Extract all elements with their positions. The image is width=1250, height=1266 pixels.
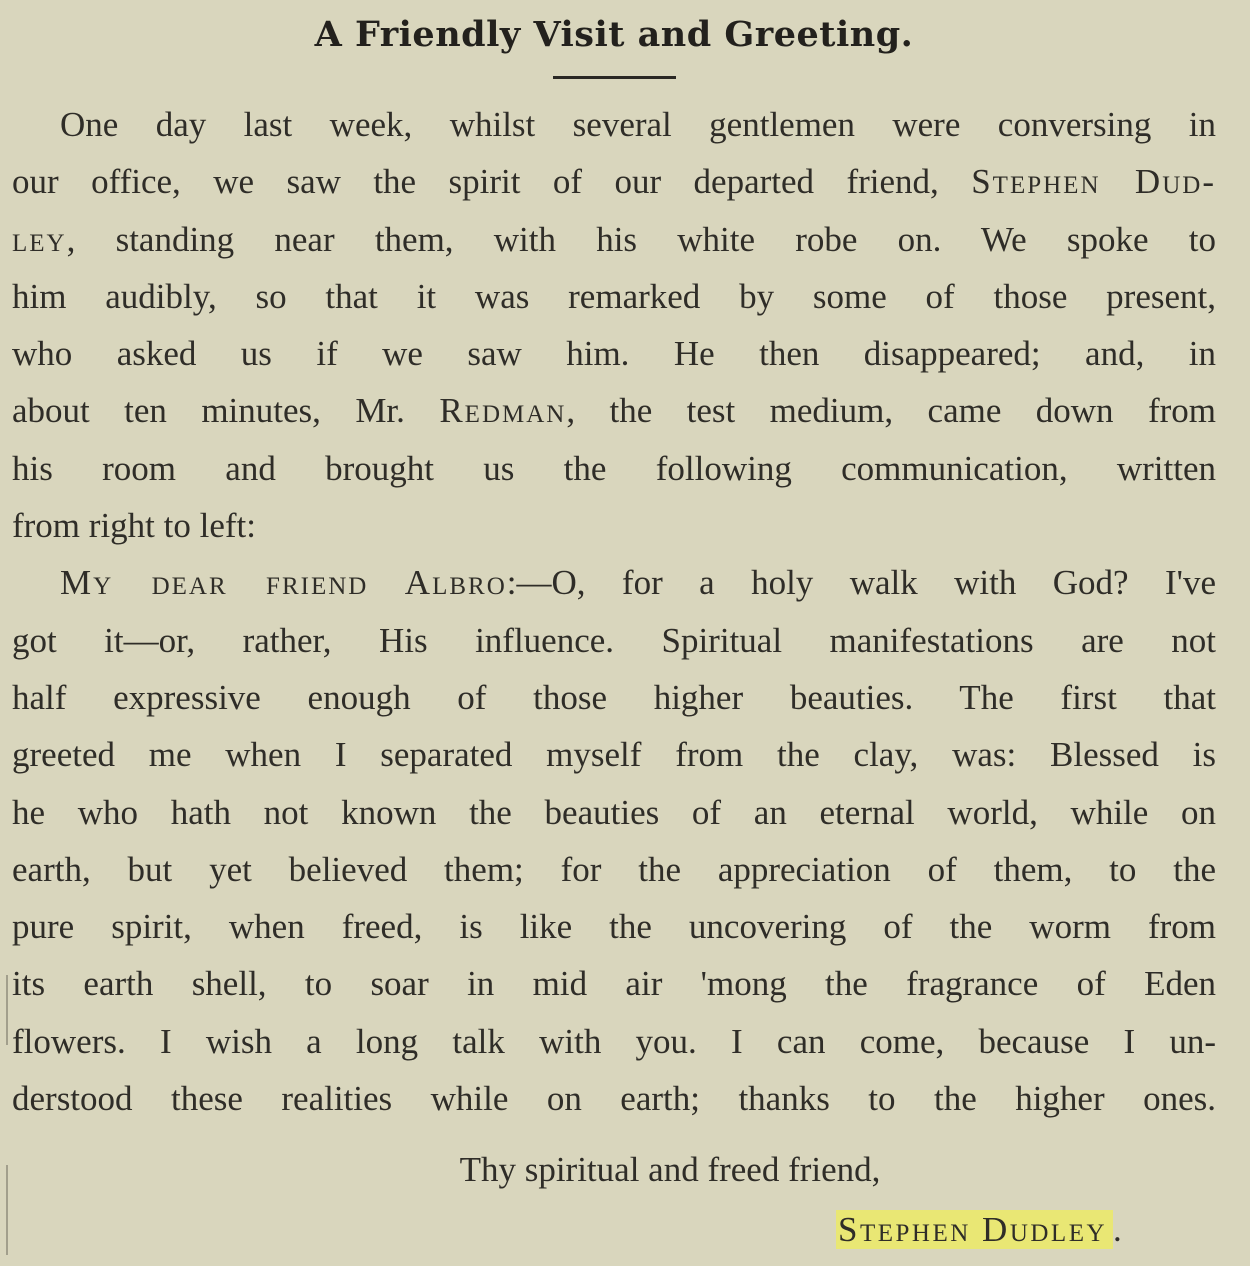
signature-period: . xyxy=(1113,1210,1122,1249)
letter-text: flowers. I wish a long talk with you. I can come, because I un- xyxy=(12,1021,1216,1061)
paragraph-text: his room and brought us the following communication, written xyxy=(12,448,1216,488)
letter-text: got it—or, rather, His influence. Spiritual manifestations are not xyxy=(12,620,1216,660)
paragraph-text: , the test medium, came down from xyxy=(566,391,1216,431)
letter-text: its earth shell, to soar in mid air 'mong the fragrance of Eden xyxy=(12,964,1216,1004)
text-line xyxy=(12,382,1216,439)
text-line xyxy=(12,268,1216,325)
paragraph-text: him audibly, so that it was remarked by some of those present, xyxy=(12,276,1216,316)
text-line xyxy=(12,153,1216,210)
letter-text: :—O, for a holy walk with God? I've xyxy=(506,563,1216,603)
person-name: ley xyxy=(12,219,67,259)
letter-closing: Thy spiritual and freed friend, xyxy=(459,1150,881,1189)
text-line xyxy=(12,497,1216,554)
letter-text: he who hath not known the beauties of an eternal world, while on xyxy=(12,792,1216,832)
paragraph-text: who asked us if we saw him. He then disappeared; and, in xyxy=(12,334,1216,374)
paragraph-text: One day last week, whilst several gentlemen were conversing in xyxy=(60,105,1216,144)
title-rule xyxy=(553,76,676,79)
letter-text: greeted me when I separated myself from the clay, was: Blessed is xyxy=(12,735,1216,775)
paragraph-text: from right to left: xyxy=(12,506,256,546)
letter-salutation: My dear friend Albro xyxy=(60,563,507,603)
text-line xyxy=(12,669,1216,726)
article-body xyxy=(12,96,1216,1127)
text-line xyxy=(12,1070,1216,1127)
text-line xyxy=(12,841,1216,898)
left-margin-mark xyxy=(6,975,8,1045)
letter-text: earth, but yet believed them; for the appreciation of them, to the xyxy=(12,849,1216,889)
letter-text: derstood these realities while on earth; thanks to the higher ones. xyxy=(12,1079,1216,1119)
letter-text: half expressive enough of those higher beauties. The first that xyxy=(12,677,1216,717)
text-line xyxy=(12,211,1216,268)
text-line xyxy=(12,325,1216,382)
article-title: A Friendly Visit and Greeting. xyxy=(314,14,914,55)
text-line xyxy=(12,898,1216,955)
person-name: Redman xyxy=(439,391,567,431)
person-name: Stephen Dud- xyxy=(971,162,1216,202)
text-line xyxy=(12,784,1216,841)
letter-text: pure spirit, when freed, is like the uncovering of the worm from xyxy=(12,907,1216,947)
letter-signature xyxy=(836,1210,1122,1250)
signature-name-highlighted: Stephen Dudley xyxy=(836,1210,1113,1249)
text-line xyxy=(12,612,1216,669)
text-line xyxy=(12,955,1216,1012)
paragraph-text: , standing near them, with his white robe on. We spoke to xyxy=(66,219,1216,259)
paragraph-text: our office, we saw the spirit of our departed friend, xyxy=(12,162,972,202)
text-line xyxy=(12,554,1216,611)
text-line xyxy=(12,726,1216,783)
text-line xyxy=(12,96,1216,153)
paragraph-text: about ten minutes, Mr. xyxy=(12,391,440,431)
text-line xyxy=(12,1013,1216,1070)
text-line xyxy=(12,440,1216,497)
